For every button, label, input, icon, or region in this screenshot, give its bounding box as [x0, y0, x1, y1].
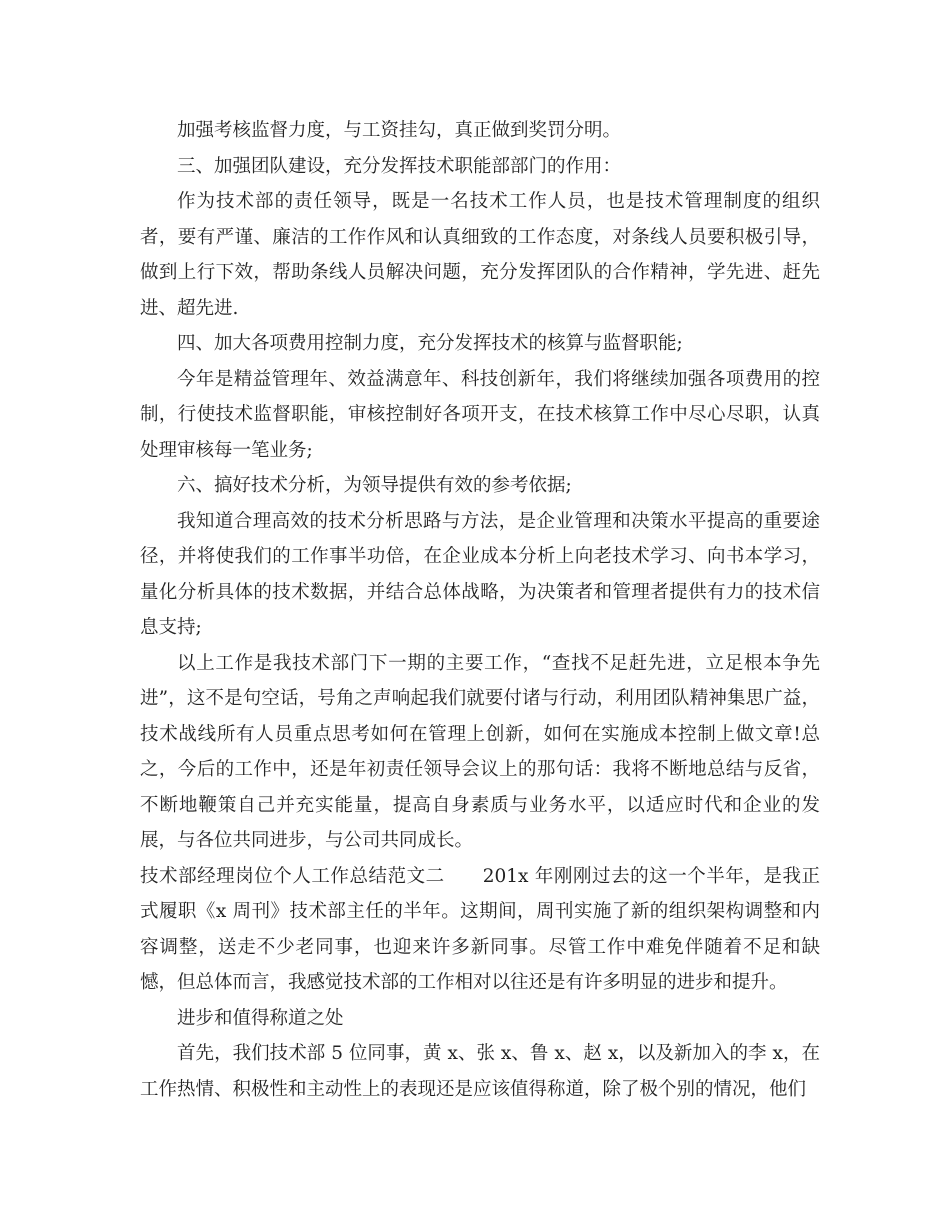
section-heading: 进步和值得称道之处: [177, 1007, 344, 1029]
document-body: [140, 113, 820, 1107]
paragraph: 首先，我们技术部 5 位同事，黄 x、张 x、鲁 x、赵 x，以及新加入的李 x，在工作热情、积极性和主动性上的表现还是应该值得称道，除了极个别的情况，他们: [140, 1043, 820, 1100]
paragraph: 我知道合理高效的技术分析思路与方法，是企业管理和决策水平提高的重要途径，并将使我们的工作事半功倍，在企业成本分析上向老技术学习、向书本学习，量化分析具体的技术数据，并结合总体战略，为决策者和管理者提供有力的技术信息支持;: [140, 510, 820, 638]
section-heading: 六、搞好技术分析，为领导提供有效的参考依据;: [177, 475, 572, 496]
article-title-paragraph: 技术部经理岗位个人工作总结范文二 201x 年刚刚过去的这一个半年，是我正式履职《x 周刊》技术部主任的半年。这期间，周刊实施了新的组织架构调整和内容调整，送走不少老同事，也迎来许多新同事。尽管工作中难免伴随着不足和缺憾，但总体而言，我感觉技术部的工作相对以往还是有许多明显的进步和提升。: [140, 865, 820, 993]
section-heading: 三、加强团队建设，充分发挥技术职能部部门的作用：: [177, 155, 622, 177]
paragraph: 以上工作是我技术部门下一期的主要工作，“查找不足赶先进，立足根本争先进”，这不是句空话，号角之声响起我们就要付诸与行动，利用团队精神集思广益，技术战线所有人员重点思考如何在管理上创新，如何在实施成本控制上做文章!总之，今后的工作中，还是年初责任领导会议上的那句话：我将不断地总结与反省，不断地鞭策自己并充实能量，提高自身素质与业务水平，以适应时代和企业的发展，与各位共同进步，与公司共同成长。: [140, 652, 820, 851]
section-heading: 四、加大各项费用控制力度，充分发挥技术的核算与监督职能;: [177, 333, 683, 354]
paragraph: 作为技术部的责任领导，既是一名技术工作人员，也是技术管理制度的组织者，要有严谨、廉洁的工作作风和认真细致的工作态度，对条线人员要积极引导，做到上行下效，帮助条线人员解决问题，充分发挥团队的合作精神，学先进、赶先进、超先进.: [140, 191, 820, 319]
paragraph: 加强考核监督力度，与工资挂勾，真正做到奖罚分明。: [177, 120, 622, 141]
paragraph: 今年是精益管理年、效益满意年、科技创新年，我们将继续加强各项费用的控制，行使技术监督职能，审核控制好各项开支，在技术核算工作中尽心尽职，认真处理审核每一笔业务;: [140, 368, 820, 461]
